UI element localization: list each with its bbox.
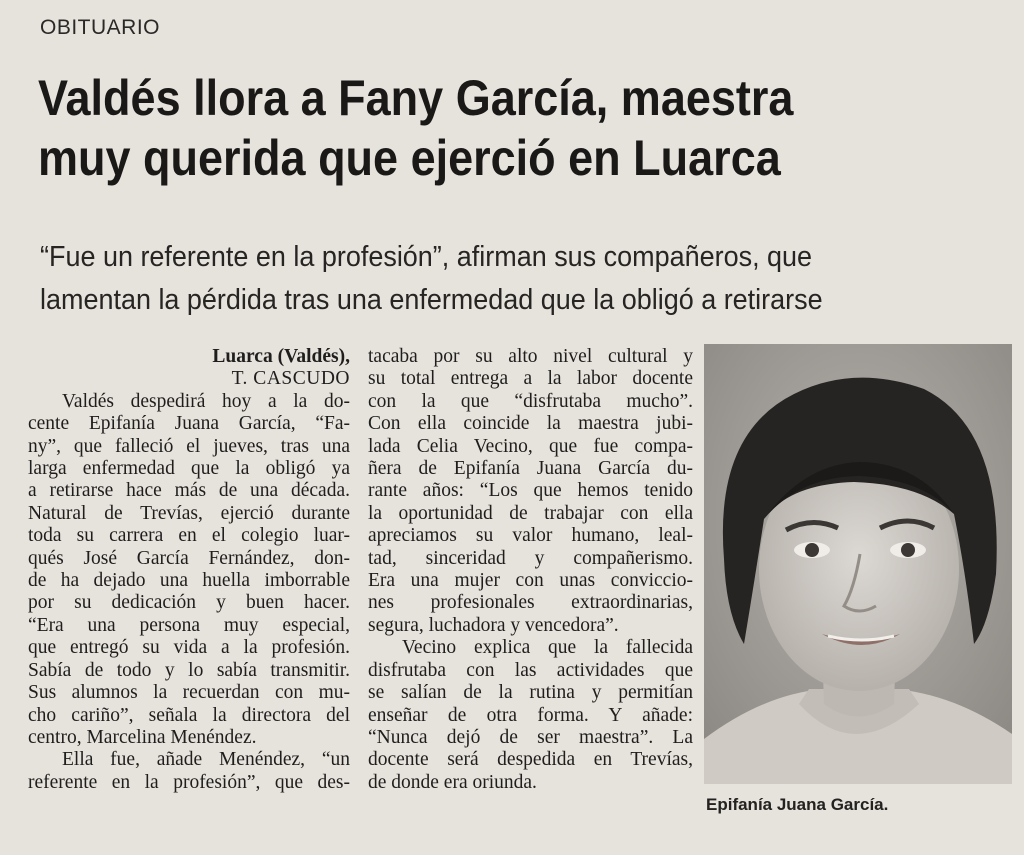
headline-line-2: muy querida que ejerció en Luarca bbox=[38, 130, 781, 186]
body-line: tad, sinceridad y compañerismo. bbox=[368, 547, 693, 569]
body-line: ñera de Epifanía Juana García du- bbox=[368, 458, 693, 480]
body-line: la oportunidad de trabajar con ella bbox=[368, 502, 693, 524]
body-line: “Nunca dejó de ser maestra”. La bbox=[368, 726, 693, 748]
body-line: Valdés despedirá hoy a la do- bbox=[62, 390, 350, 412]
body-line: referente en la profesión”, que des- bbox=[28, 771, 350, 793]
byline-place: Luarca (Valdés), bbox=[212, 346, 350, 367]
body-line: Con ella coincide la maestra jubi- bbox=[368, 413, 693, 435]
subheadline-line-1: “Fue un referente en la profesión”, afirman sus compañeros, que bbox=[40, 241, 813, 273]
body-line: lada Celia Vecino, que fue compa- bbox=[368, 435, 693, 457]
body-line: qués José García Fernández, don- bbox=[28, 547, 350, 569]
body-line: “Era una persona muy especial, bbox=[28, 614, 350, 636]
subheadline-line-2: lamentan la pérdida tras una enfermedad que la obligó a retirarse bbox=[40, 284, 823, 316]
body-line: que entregó su vida a la profesión. bbox=[28, 637, 350, 659]
body-line: Natural de Trevías, ejerció durante bbox=[28, 502, 350, 524]
body-line: Sus alumnos la recuerdan con mu- bbox=[28, 682, 350, 704]
body-line: enseñar de otra forma. Y añade: bbox=[368, 704, 693, 726]
body-line: Vecino explica que la fallecida bbox=[402, 637, 693, 659]
body-line: Era una mujer con unas conviccio- bbox=[368, 570, 693, 592]
byline-author: T. CASCUDO bbox=[231, 368, 350, 390]
article-column-1 bbox=[28, 346, 350, 794]
body-line: con la que “disfrutaba mucho”. bbox=[368, 390, 693, 412]
body-line: rante años: “Los que hemos tenido bbox=[368, 480, 693, 502]
headline-line-1: Valdés llora a Fany García, maestra bbox=[38, 70, 794, 126]
subheadline bbox=[40, 236, 970, 322]
body-line: ny”, que falleció el jueves, tras una bbox=[28, 435, 350, 457]
body-line: larga enfermedad que la obligó ya bbox=[28, 458, 350, 480]
body-line: cho cariño”, señala la directora del bbox=[28, 704, 350, 726]
body-line: de ha dejado una huella imborrable bbox=[28, 570, 350, 592]
body-line: por su dedicación y buen hacer. bbox=[28, 592, 350, 614]
body-line: a retirarse hace más de una década. bbox=[28, 480, 350, 502]
article-column-2 bbox=[368, 346, 693, 794]
body-line: se salían de la rutina y permitían bbox=[368, 682, 693, 704]
body-line: Ella fue, añade Menéndez, “un bbox=[62, 749, 350, 771]
photo-caption: Epifanía Juana García. bbox=[706, 795, 889, 814]
portrait-photo bbox=[704, 344, 1012, 784]
body-line: apreciamos su valor humano, leal- bbox=[368, 525, 693, 547]
body-line: toda su carrera en el colegio luar- bbox=[28, 525, 350, 547]
body-line: cente Epifanía Juana García, “Fa- bbox=[28, 413, 350, 435]
body-line: Sabía de todo y lo sabía transmitir. bbox=[28, 659, 350, 681]
body-line: de donde era oriunda. bbox=[368, 771, 537, 793]
body-line: disfrutaba con las actividades que bbox=[368, 659, 693, 681]
portrait-photo-icon bbox=[704, 344, 1012, 784]
headline bbox=[38, 68, 902, 188]
body-line: centro, Marcelina Menéndez. bbox=[28, 726, 257, 748]
section-label: OBITUARIO bbox=[40, 16, 161, 39]
body-line: su total entrega a la labor docente bbox=[368, 368, 693, 390]
body-line: nes profesionales extraordinarias, bbox=[368, 592, 693, 614]
body-line: segura, luchadora y vencedora”. bbox=[368, 614, 619, 636]
body-line: tacaba por su alto nivel cultural y bbox=[368, 346, 693, 367]
body-line: docente será despedida en Trevías, bbox=[368, 749, 693, 771]
